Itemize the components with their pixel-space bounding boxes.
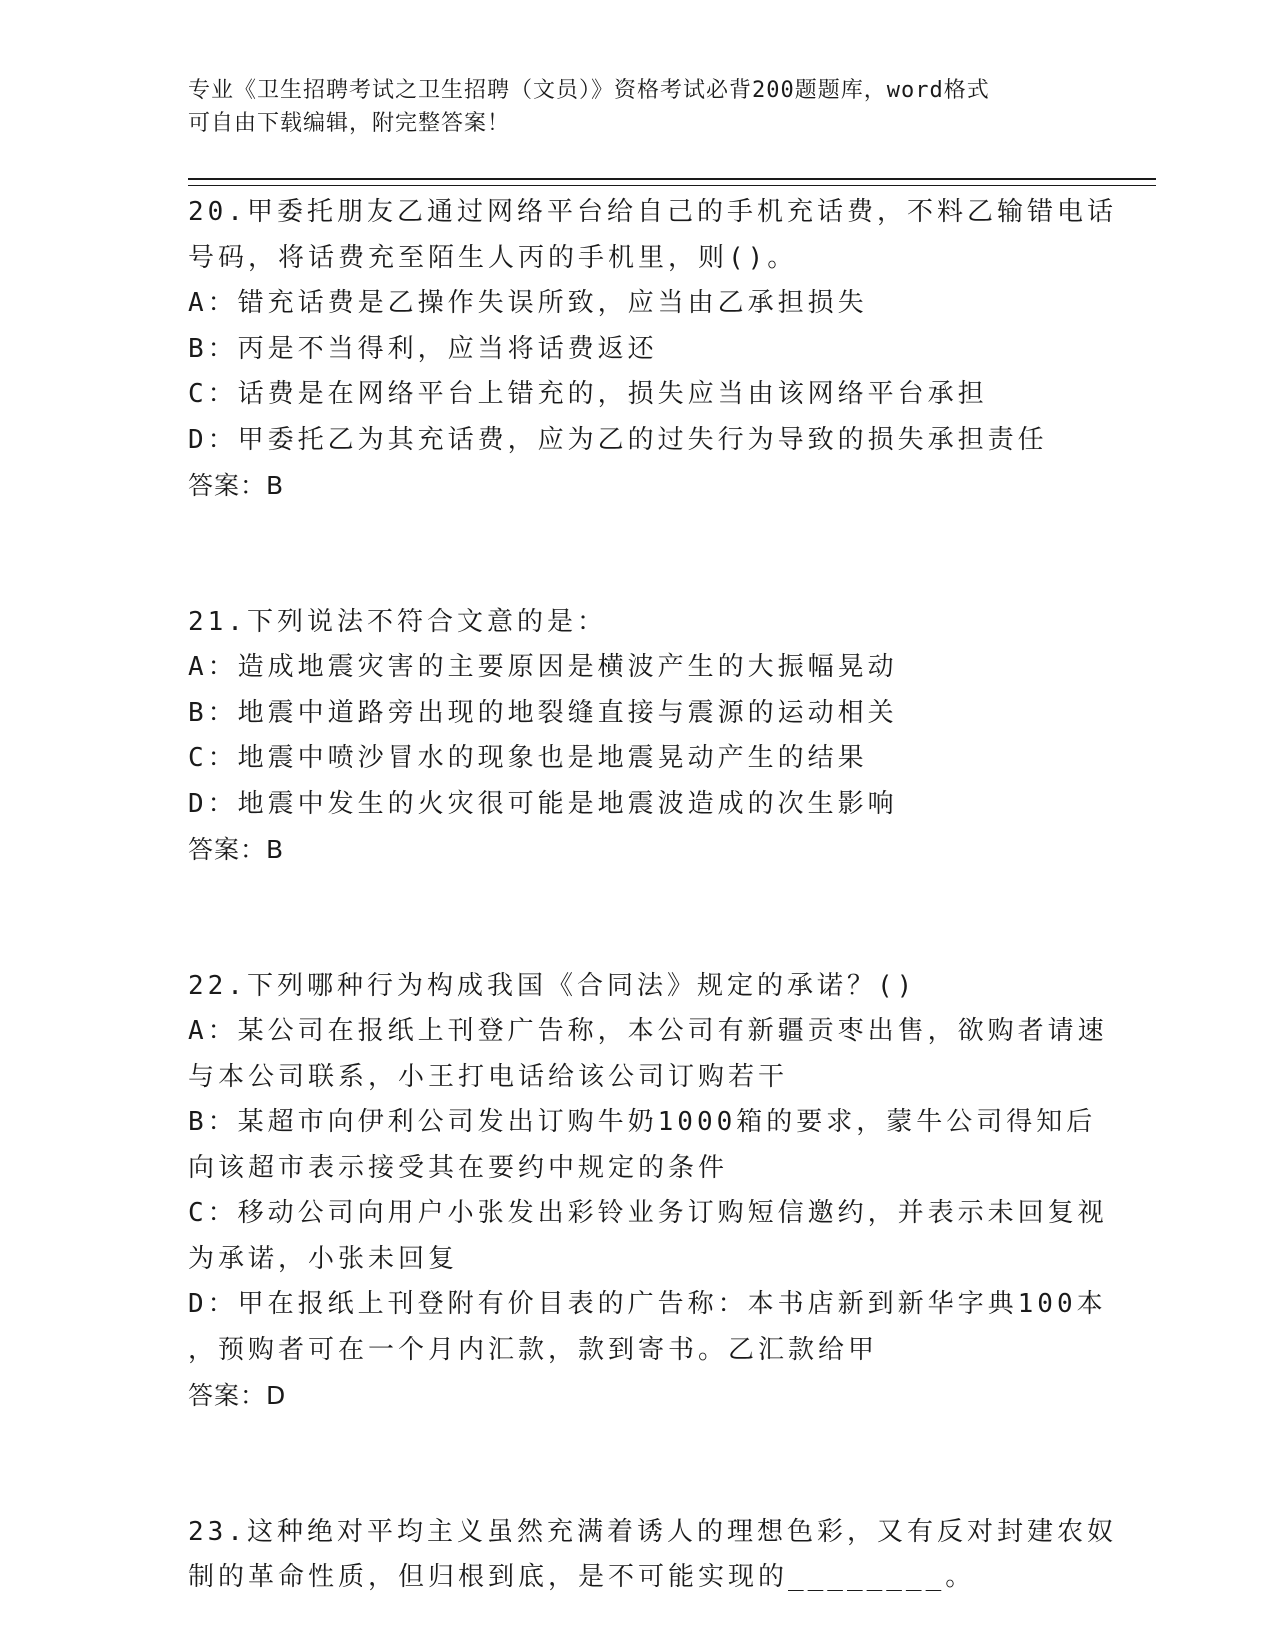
header-divider-thin	[188, 185, 1156, 186]
question-stem-line: 23.这种绝对平均主义虽然充满着诱人的理想色彩，又有反对封建农奴	[188, 1516, 1117, 1547]
question-stem-line: 22.下列哪种行为构成我国《合同法》规定的承诺？()	[188, 970, 917, 1001]
option-b-continued: 向该超市表示接受其在要约中规定的条件	[188, 1152, 729, 1183]
answer-label: 答案：B	[188, 471, 285, 500]
header-line-2: 可自由下载编辑，附完整答案！	[188, 111, 511, 136]
option-c: C：地震中喷沙冒水的现象也是地震晃动产生的结果	[188, 743, 868, 773]
question-stem-line: 21.下列说法不符合文意的是：	[188, 606, 607, 637]
question-21	[188, 600, 1088, 873]
option-d-continued: ，预购者可在一个月内汇款，款到寄书。乙汇款给甲	[188, 1334, 879, 1365]
question-list	[188, 190, 1117, 1601]
option-d: D：甲委托乙为其充话费，应为乙的过失行为导致的损失承担责任	[188, 424, 1048, 455]
question-spacer	[188, 873, 1088, 964]
option-d: D：地震中发生的火灾很可能是地震波造成的次生影响	[188, 788, 898, 819]
question-stem-line: 号码，将话费充至陌生人丙的手机里，则()。	[188, 242, 798, 273]
document-header	[188, 74, 1068, 140]
header-divider-thick	[188, 178, 1156, 180]
question-23	[188, 1510, 1117, 1601]
option-d: D：甲在报纸上刊登附有价目表的广告称：本书店新到新华字典100本	[188, 1289, 1107, 1319]
option-b: B：丙是不当得利，应当将话费返还	[188, 333, 658, 364]
option-b: B：某超市向伊利公司发出订购牛奶1000箱的要求，蒙牛公司得知后	[188, 1107, 1097, 1137]
option-b: B：地震中道路旁出现的地裂缝直接与震源的运动相关	[188, 697, 898, 728]
option-a: A：造成地震灾害的主要原因是横波产生的大振幅晃动	[188, 652, 898, 682]
answer-label: 答案：B	[188, 835, 285, 864]
option-a: A：某公司在报纸上刊登广告称，本公司有新疆贡枣出售，欲购者请速	[188, 1016, 1108, 1046]
question-20	[188, 190, 1117, 509]
question-stem-line: 20.甲委托朋友乙通过网络平台给自己的手机充话费，不料乙输错电话	[188, 197, 1117, 227]
option-a-continued: 与本公司联系，小王打电话给该公司订购若干	[188, 1061, 789, 1092]
answer-label: 答案：D	[188, 1381, 287, 1410]
option-c: C：话费是在网络平台上错充的，损失应当由该网络平台承担	[188, 379, 988, 409]
question-spacer	[188, 509, 1088, 600]
option-c: C：移动公司向用户小张发出彩铃业务订购短信邀约，并表示未回复视	[188, 1198, 1108, 1228]
header-line-1: 专业《卫生招聘考试之卫生招聘（文员）》资格考试必背200题题库，word格式	[188, 78, 990, 103]
option-a: A：错充话费是乙操作失误所致，应当由乙承担损失	[188, 288, 868, 318]
option-c-continued: 为承诺，小张未回复	[188, 1243, 459, 1274]
question-22	[188, 964, 1108, 1419]
question-spacer	[188, 1419, 1088, 1510]
question-stem-line: 制的革命性质，但归根到底，是不可能实现的________。	[188, 1562, 976, 1592]
